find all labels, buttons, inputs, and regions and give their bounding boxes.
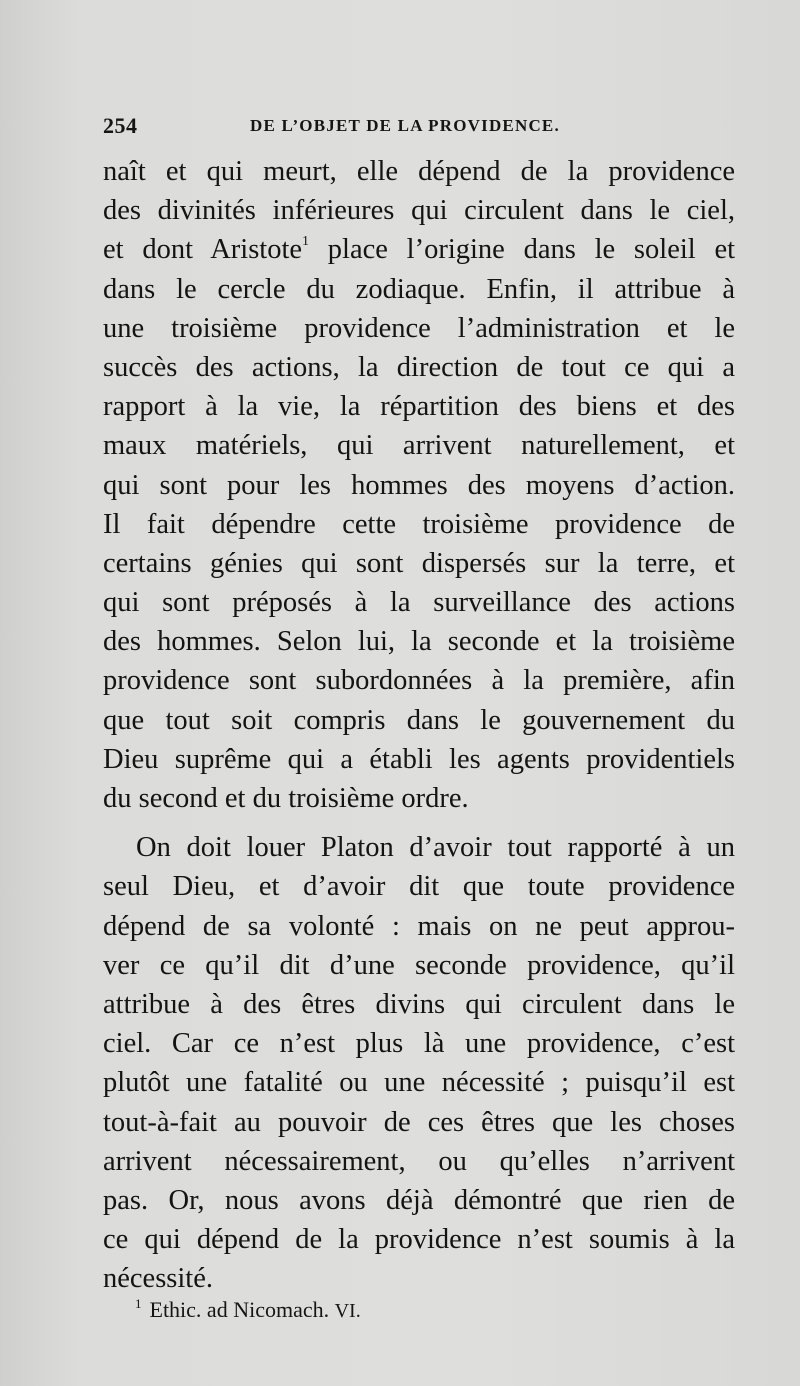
text-line: tout-à-fait au pouvoir de ces êtres que les choses (103, 1106, 735, 1138)
body-text (103, 152, 735, 1298)
text-line: des hommes. Selon lui, la seconde et la troisième (103, 626, 735, 658)
text-line: du second et du troisième ordre. (103, 783, 469, 814)
footnote-book: VI. (334, 1300, 361, 1322)
page-number: 254 (103, 113, 138, 138)
text-line: que tout soit compris dans le gouvernement du (103, 704, 735, 736)
text-line: des divinités inférieures qui circulent dans le ciel, (103, 195, 735, 227)
text-line: certains génies qui sont dispersés sur la terre, et (103, 547, 735, 579)
text-line: arrivent nécessairement, ou qu’elles n’arrivent (103, 1145, 735, 1177)
text-line: pas. Or, nous avons déjà démontré que rien de (103, 1184, 735, 1216)
text-line: qui sont pour les hommes des moyens d’action. (103, 469, 735, 501)
text-line: Dieu suprême qui a établi les agents providentiels (103, 743, 735, 775)
running-head: DE L’OBJET DE LA PROVIDENCE. (250, 116, 560, 135)
text-line: On doit louer Platon d’avoir tout rapporté à un (136, 832, 735, 864)
text-line: dépend de sa volonté : mais on ne peut approu- (103, 910, 735, 942)
footnote (135, 1296, 361, 1323)
text-line: rapport à la vie, la répartition des biens et des (103, 391, 735, 423)
text-line: attribue à des êtres divins qui circulent dans le (103, 988, 735, 1020)
text-line-part: et dont Aristote (103, 234, 303, 266)
text-line: qui sont préposés à la surveillance des actions (103, 587, 735, 619)
text-line: succès des actions, la direction de tout ce qui a (103, 351, 735, 383)
paragraph-gap (103, 818, 735, 828)
page-header (103, 113, 735, 141)
text-line: dans le cercle du zodiaque. Enfin, il attribue à (103, 273, 735, 305)
text-line (103, 230, 735, 269)
text-line: une troisième providence l’administration et le (103, 312, 735, 344)
footnote-mark: 1 (135, 1296, 142, 1311)
text-line: ver ce qu’il dit d’une seconde providence, qu’il (103, 949, 735, 981)
text-line: maux matériels, qui arrivent naturellement, et (103, 430, 735, 462)
text-line: seul Dieu, et d’avoir dit que toute providence (103, 871, 735, 903)
footnote-text: Ethic. ad Nicomach. (149, 1297, 330, 1322)
text-line: Il fait dépendre cette troisième providence de (103, 508, 735, 540)
text-line: providence sont subordonnées à la première, afin (103, 665, 735, 697)
footnote-reference: 1 (302, 234, 310, 250)
text-line: naît et qui meurt, elle dépend de la providence (103, 156, 735, 187)
text-line: ce qui dépend de la providence n’est soumis à la (103, 1224, 735, 1256)
text-line: ciel. Car ce n’est plus là une providence, c’est (103, 1028, 735, 1060)
text-line-part: place l’origine dans le soleil et (309, 234, 736, 266)
text-line: plutôt une fatalité ou une nécessité ; puisqu’il est (103, 1067, 735, 1099)
text-line: nécessité. (103, 1263, 213, 1295)
